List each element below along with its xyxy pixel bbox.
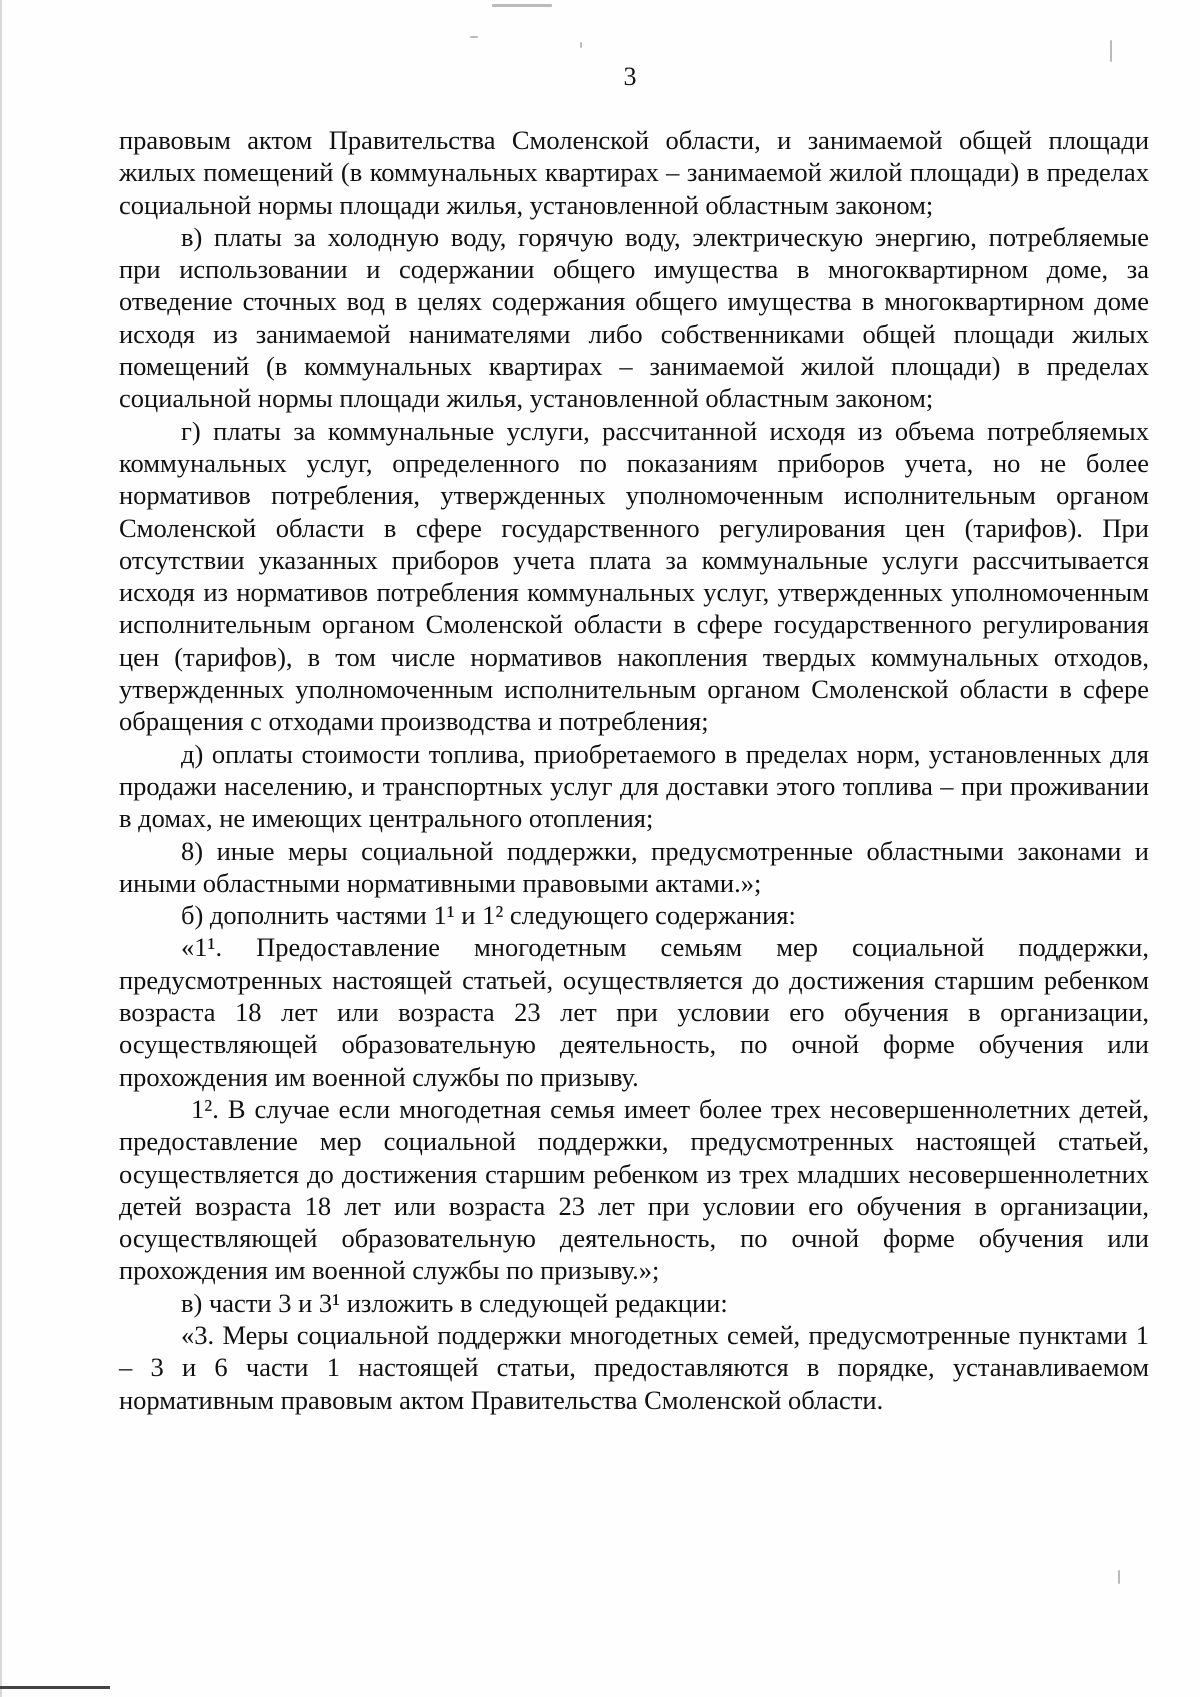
paragraph: б) дополнить частями 1¹ и 1² следующего содержания: xyxy=(181,900,796,931)
scan-bottom-edge xyxy=(0,1686,110,1689)
scan-speck xyxy=(1110,40,1112,62)
scan-speck xyxy=(1118,1570,1120,1584)
paragraph: «1¹. Предоставление многодетным семьям мер социальной поддержки, предусмотренных настоящей статьей, осуществляется до достижения старшим ребенком возраста 18 лет или возраста 23 лет при условии его обучения в организации, осуществляющей образовательную деятельность, по очной форме обучения или прохождения им военной службы по призыву. xyxy=(119,932,1149,1092)
document-body xyxy=(119,124,1149,1416)
scan-speck xyxy=(580,42,582,48)
paragraph: в) платы за холодную воду, горячую воду, электрическую энергию, потребляемые при использовании и содержании общего имущества в многоквартирном доме, за отведение сточных вод в целях содержания общего имущества в многоквартирном доме исходя из занимаемой нанимателями либо собственниками общей площади жилых помещений (в коммунальных квартирах – занимаемой жилой площади) в пределах социальной нормы площади жилья, установленной областным законом; xyxy=(119,221,1149,414)
paragraph: 1². В случае если многодетная семья имеет более трех несовершеннолетних детей, предоставление мер социальной поддержки, предусмотренных настоящей статьей, осуществляется до достижения старшим ребенком из трех младших несовершеннолетних детей возраста 18 лет или возраста 23 лет при условии его обучения в организации, осуществляющей образовательную деятельность, по очной форме обучения или прохождения им военной службы по призыву.»; xyxy=(119,1093,1149,1286)
paragraph: г) платы за коммунальные услуги, рассчитанной исходя из объема потребляемых коммунальных услуг, определенного по показаниям приборов учета, но не более нормативов потребления, утвержденных уполномоченным исполнительным органом Смоленской области в сфере государственного регулирования цен (тарифов). При отсутствии указанных приборов учета плата за коммунальные услуги рассчитывается исходя из нормативов потребления коммунальных услуг, утвержденных уполномоченным исполнительным органом Смоленской области в сфере государственного регулирования цен (тарифов), в том числе нормативов накопления твердых коммунальных отходов, утвержденных уполномоченным исполнительным органом Смоленской области в сфере обращения с отходами производства и потребления; xyxy=(119,415,1149,737)
page-number: 3 xyxy=(623,62,637,91)
scan-speck xyxy=(470,36,478,38)
paragraph: д) оплаты стоимости топлива, приобретаемого в пределах норм, установленных для продажи населению, и транспортных услуг для доставки этого топлива – при проживании в домах, не имеющих центрального отопления; xyxy=(119,738,1149,834)
paragraph: «3. Меры социальной поддержки многодетных семей, предусмотренные пунктами 1 – 3 и 6 части 1 настоящей статьи, предоставляются в порядке, устанавливаемом нормативным правовым актом Правительства Смоленской области. xyxy=(119,1319,1149,1415)
paragraph: правовым актом Правительства Смоленской области, и занимаемой общей площади жилых помещений (в коммунальных квартирах – занимаемой жилой площади) в пределах социальной нормы площади жилья, установленной областным законом; xyxy=(119,125,1149,220)
paragraph: в) части 3 и 3¹ изложить в следующей редакции: xyxy=(181,1287,728,1318)
scan-edge-line xyxy=(0,0,2,1697)
paragraph: 8) иные меры социальной поддержки, предусмотренные областными законами и иными областными нормативными правовыми актами.»; xyxy=(119,835,1149,898)
scan-speck xyxy=(492,4,552,7)
